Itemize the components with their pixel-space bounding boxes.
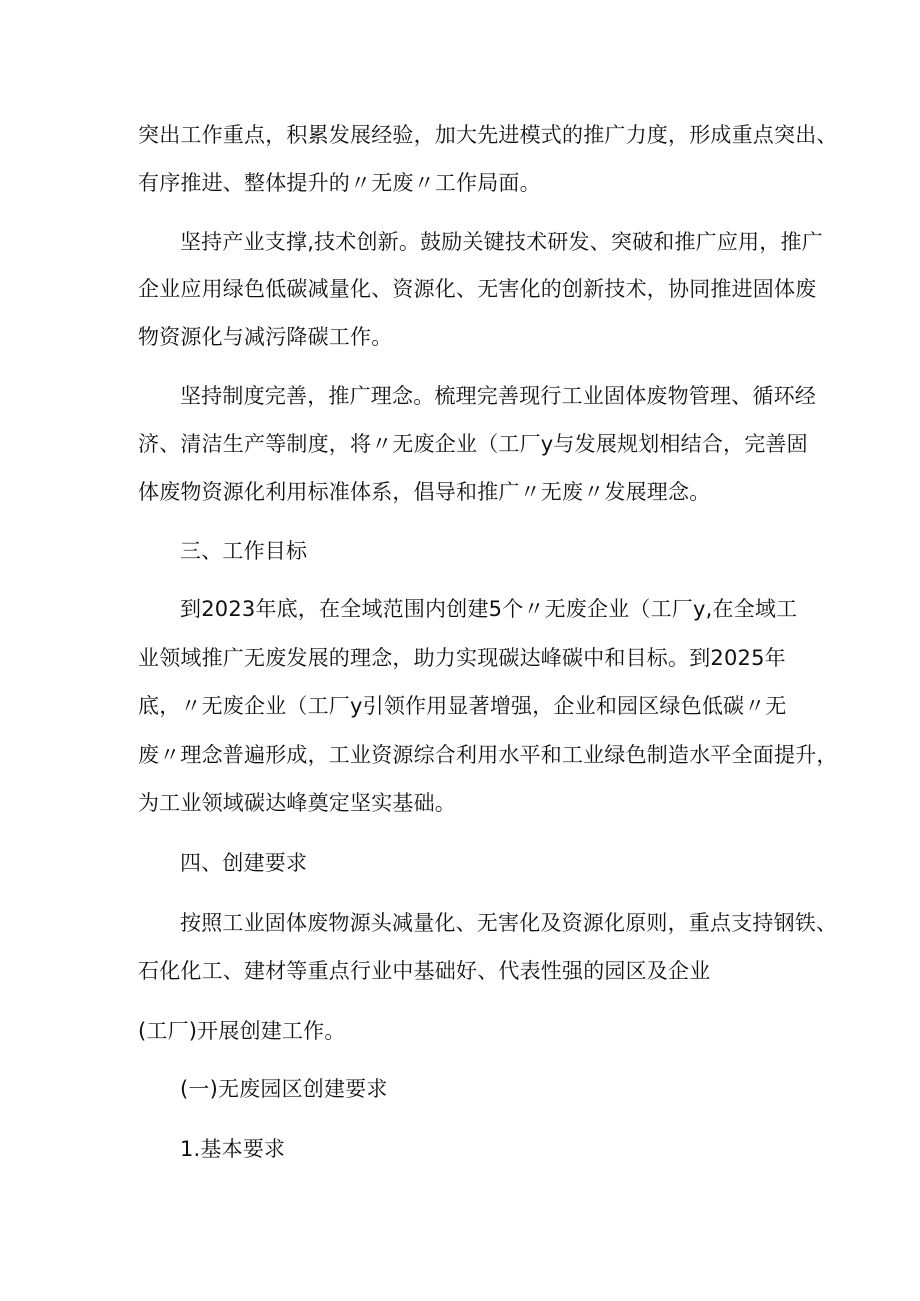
text-line: 按照工业固体废物源头减量化、无害化及资源化原则，重点支持钢铁、: [180, 911, 838, 935]
text-line: 到2023年底，在全域范围内创建5个〃无废企业（工厂y,在全域工: [180, 597, 798, 621]
text-line: 石化化工、建材等重点行业中基础好、代表性强的园区及企业: [138, 959, 711, 983]
text-line: 废〃理念普遍形成，工业资源综合利用水平和工业绿色制造水平全面提升，: [138, 743, 838, 767]
subsection-heading: (一)无废园区创建要求: [180, 1077, 388, 1101]
text-line: 业领域推广无废发展的理念，助力实现碳达峰碳中和目标。到2025年: [138, 646, 786, 670]
text-line: 为工业领域碳达峰奠定坚实基础。: [138, 791, 456, 815]
section-heading: 四、创建要求: [180, 851, 308, 875]
section-heading: 三、工作目标: [180, 539, 308, 563]
text-line: 物资源化与减污降碳工作。: [138, 325, 393, 349]
text-line: 坚持产业支撑,技术创新。鼓励关键技术研发、突破和推广应用，推广: [180, 230, 823, 254]
text-line: 坚持制度完善，推广理念。梳理完善现行工业固体废物管理、循环经: [180, 384, 816, 408]
text-line: 突出工作重点，积累发展经验，加大先进模式的推广力度，形成重点突出、: [138, 123, 838, 147]
text-line: 济、清洁生产等制度，将〃无废企业（工厂y与发展规划相结合，完善固: [138, 432, 808, 456]
text-line: (工厂)开展创建工作。: [138, 1019, 346, 1043]
text-line: 体废物资源化利用标准体系，倡导和推广〃无废〃发展理念。: [138, 480, 711, 504]
subsection-heading: 1.基本要求: [180, 1137, 286, 1161]
text-line: 有序推进、整体提升的〃无废〃工作局面。: [138, 171, 541, 195]
text-line: 企业应用绿色低碳减量化、资源化、无害化的创新技术，协同推进固体废: [138, 277, 817, 301]
text-line: 底，〃无废企业（工厂y引领作用显著增强，企业和园区绿色低碳〃无: [138, 694, 787, 718]
